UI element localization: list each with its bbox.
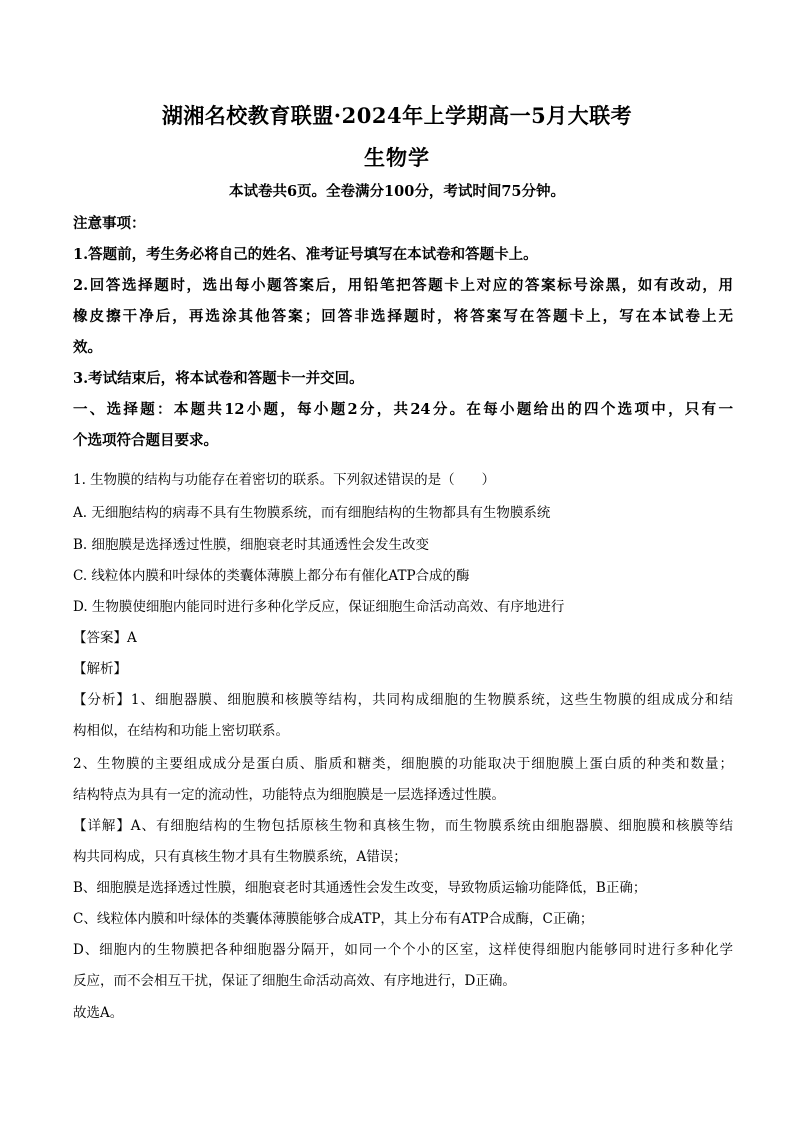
question-stem: 1. 生物膜的结构与功能存在着密切的联系。下列叙述错误的是（ ） [73,472,496,488]
analysis-paragraph-2-line-1: 2、生物膜的主要组成成分是蛋白质、脂质和糖类，细胞膜的功能取决于细胞膜上蛋白质的种类和数量； [73,756,733,772]
analysis-label: 【解析】 [73,661,127,677]
notes-item-1: 1.答题前，考生务必将自己的姓名、准考证号填写在本试卷和答题卡上。 [73,246,538,263]
subject-title: 生物学 [364,145,430,170]
page-title: 湖湘名校教育联盟·2024年上学期高一5月大联考 [161,103,633,128]
section-heading-line-1: 一、选择题：本题共12小题，每小题2分，共24分。在每小题给出的四个选项中，只有一 [73,401,733,418]
detail-c: C、线粒体内膜和叶绿体的类囊体薄膜能够合成ATP，其上分布有ATP合成酶，C正确； [73,911,594,927]
notes-item-3: 3.考试结束后，将本试卷和答题卡一并交回。 [73,370,364,387]
section-heading-line-2: 个选项符合题目要求。 [73,432,218,449]
analysis-paragraph-2-line-2: 结构特点为具有一定的流动性，功能特点为细胞膜是一层选择透过性膜。 [73,787,505,803]
option-b: B. 细胞膜是选择透过性膜，细胞衰老时其通透性会发生改变 [73,537,430,553]
detail-d-line-1: D、细胞内的生物膜把各种细胞器分隔开，如同一个个小的区室，这样使得细胞内能够同时进行多种化学 [73,942,733,958]
option-d: D. 生物膜使细胞内能同时进行多种化学反应，保证细胞生命活动高效、有序地进行 [73,599,565,615]
notes-item-2-line-1: 2.回答选择题时，选出每小题答案后，用铅笔把答题卡上对应的答案标号涂黑，如有改动，用 [73,277,733,294]
answer-label: 【答案】A [73,630,137,646]
exam-info: 本试卷共6页。全卷满分100分，考试时间75分钟。 [228,183,566,200]
analysis-paragraph-1-line-1: 【分析】1、细胞器膜、细胞膜和核膜等结构，共同构成细胞的生物膜系统，这些生物膜的组成成分和结 [73,692,733,708]
detail-d-line-2: 反应，而不会相互干扰，保证了细胞生命活动高效、有序地进行，D正确。 [73,973,516,989]
analysis-paragraph-1-line-2: 构相似，在结构和功能上密切联系。 [73,723,289,739]
detail-a-line-1: 【详解】A、有细胞结构的生物包括原核生物和真核生物，而生物膜系统由细胞器膜、细胞膜和核膜等结 [73,818,733,834]
option-c: C. 线粒体内膜和叶绿体的类囊体薄膜上都分布有催化ATP合成的酶 [73,568,470,584]
conclusion: 故选A。 [73,1005,124,1021]
notes-heading: 注意事项： [73,215,146,232]
option-a: A. 无细胞结构的病毒不具有生物膜系统，而有细胞结构的生物都具有生物膜系统 [73,505,551,521]
notes-item-2-line-2: 橡皮擦干净后，再选涂其他答案；回答非选择题时，将答案写在答题卡上，写在本试卷上无 [73,308,733,325]
notes-item-2-line-3: 效。 [73,339,102,356]
detail-b: B、细胞膜是选择透过性膜，细胞衰老时其通透性会发生改变，导致物质运输功能降低，B正确； [73,880,647,896]
detail-a-line-2: 构共同构成，只有真核生物才具有生物膜系统，A错误； [73,849,407,865]
